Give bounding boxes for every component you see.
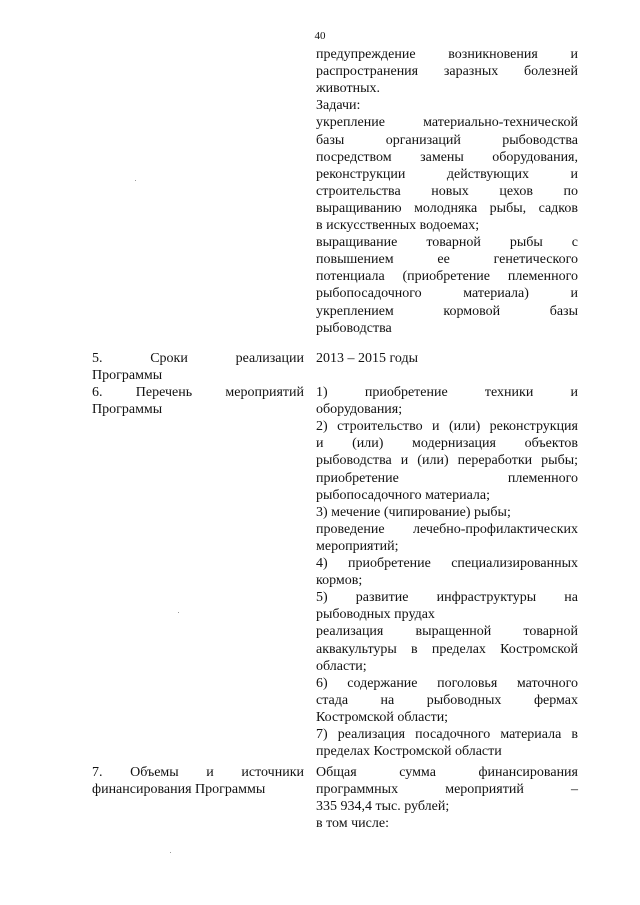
row-content-line: Костромской области; bbox=[316, 709, 449, 725]
goals-tasks-line: распространения заразных болезней bbox=[316, 64, 578, 80]
row-content-line: 335 934,4 тыс. рублей; bbox=[316, 799, 450, 815]
row-content-line: и (или) модернизация объектов bbox=[316, 436, 578, 452]
goals-tasks-line: базы организаций рыбоводства bbox=[316, 132, 578, 148]
row-content-line: мероприятий; bbox=[316, 538, 399, 554]
row-label-line: 5. Сроки реализации bbox=[92, 351, 304, 366]
goals-tasks-line: рыбопосадочного материала) и bbox=[316, 286, 578, 302]
row-content-line: 3) мечение (чипирование) рыбы; bbox=[316, 504, 511, 520]
goals-tasks-line: рыбоводства bbox=[316, 320, 392, 336]
goals-tasks-line: повышением ее генетического bbox=[316, 252, 578, 268]
row-content-line: пределах Костромской области bbox=[316, 744, 502, 760]
row-label-line: 6. Перечень мероприятий bbox=[92, 385, 304, 400]
row-content-line: реализация выращенной товарной bbox=[316, 624, 578, 640]
goals-tasks-line: потенциала (приобретение племенного bbox=[316, 269, 578, 285]
row-content-line: области; bbox=[316, 658, 367, 674]
row-content-line: проведение лечебно-профилактических bbox=[316, 521, 578, 537]
goals-tasks-line: укрепление материально-технической bbox=[316, 115, 578, 131]
row-label-line: Программы bbox=[92, 402, 163, 418]
goals-tasks-line: посредством замены оборудования, bbox=[316, 149, 578, 165]
goals-tasks-line: Задачи: bbox=[316, 98, 361, 114]
row-content-line: Общая сумма финансирования bbox=[316, 765, 578, 780]
goals-tasks-line: выращиванию молодняка рыбы, садков bbox=[316, 200, 578, 216]
goals-tasks-line: предупреждение возникновения и bbox=[316, 47, 578, 62]
row-content-line: приобретение племенного bbox=[316, 470, 578, 486]
goals-tasks-line: в искусственных водоемах; bbox=[316, 218, 480, 233]
row-content-line: в том числе: bbox=[316, 816, 389, 832]
row-content-line: 2) строительство и (или) реконструкция bbox=[316, 419, 578, 435]
row-content-line: 7) реализация посадочного материала в bbox=[316, 727, 578, 742]
row-content-line: кормов; bbox=[316, 573, 363, 589]
scan-speck bbox=[170, 852, 171, 853]
goals-tasks-line: животных. bbox=[316, 81, 381, 97]
goals-tasks-line: выращивание товарной рыбы с bbox=[316, 235, 578, 251]
row-content-line: 2013 – 2015 годы bbox=[316, 351, 419, 366]
row-content-line: рыбопосадочного материала; bbox=[316, 487, 491, 503]
row-content-line: 4) приобретение специализированных bbox=[316, 556, 578, 571]
row-label-line: 7. Объемы и источники bbox=[92, 765, 304, 780]
row-content-line: 5) развитие инфраструктуры на bbox=[316, 590, 578, 606]
row-content-line: аквакультуры в пределах Костромской bbox=[316, 641, 578, 657]
row-label-line: финансирования Программы bbox=[92, 782, 266, 798]
goals-tasks-line: строительства новых цехов по bbox=[316, 183, 578, 199]
row-label-line: Программы bbox=[92, 368, 163, 384]
row-content-line: рыбоводства и (или) переработки рыбы; bbox=[316, 453, 578, 469]
row-content-line: 1) приобретение техники и bbox=[316, 385, 578, 400]
row-content-line: оборудования; bbox=[316, 402, 403, 418]
goals-tasks-line: реконструкции действующих и bbox=[316, 166, 578, 182]
row-content-line: рыбоводных прудах bbox=[316, 607, 435, 623]
scan-speck bbox=[135, 180, 136, 181]
goals-tasks-line: укреплением кормовой базы bbox=[316, 303, 578, 319]
row-content-line: 6) содержание поголовья маточного bbox=[316, 675, 578, 691]
row-content-line: стада на рыбоводных фермах bbox=[316, 692, 578, 708]
page-number: 40 bbox=[314, 30, 326, 42]
scan-speck bbox=[178, 612, 179, 613]
row-content-line: программных мероприятий – bbox=[316, 782, 578, 798]
